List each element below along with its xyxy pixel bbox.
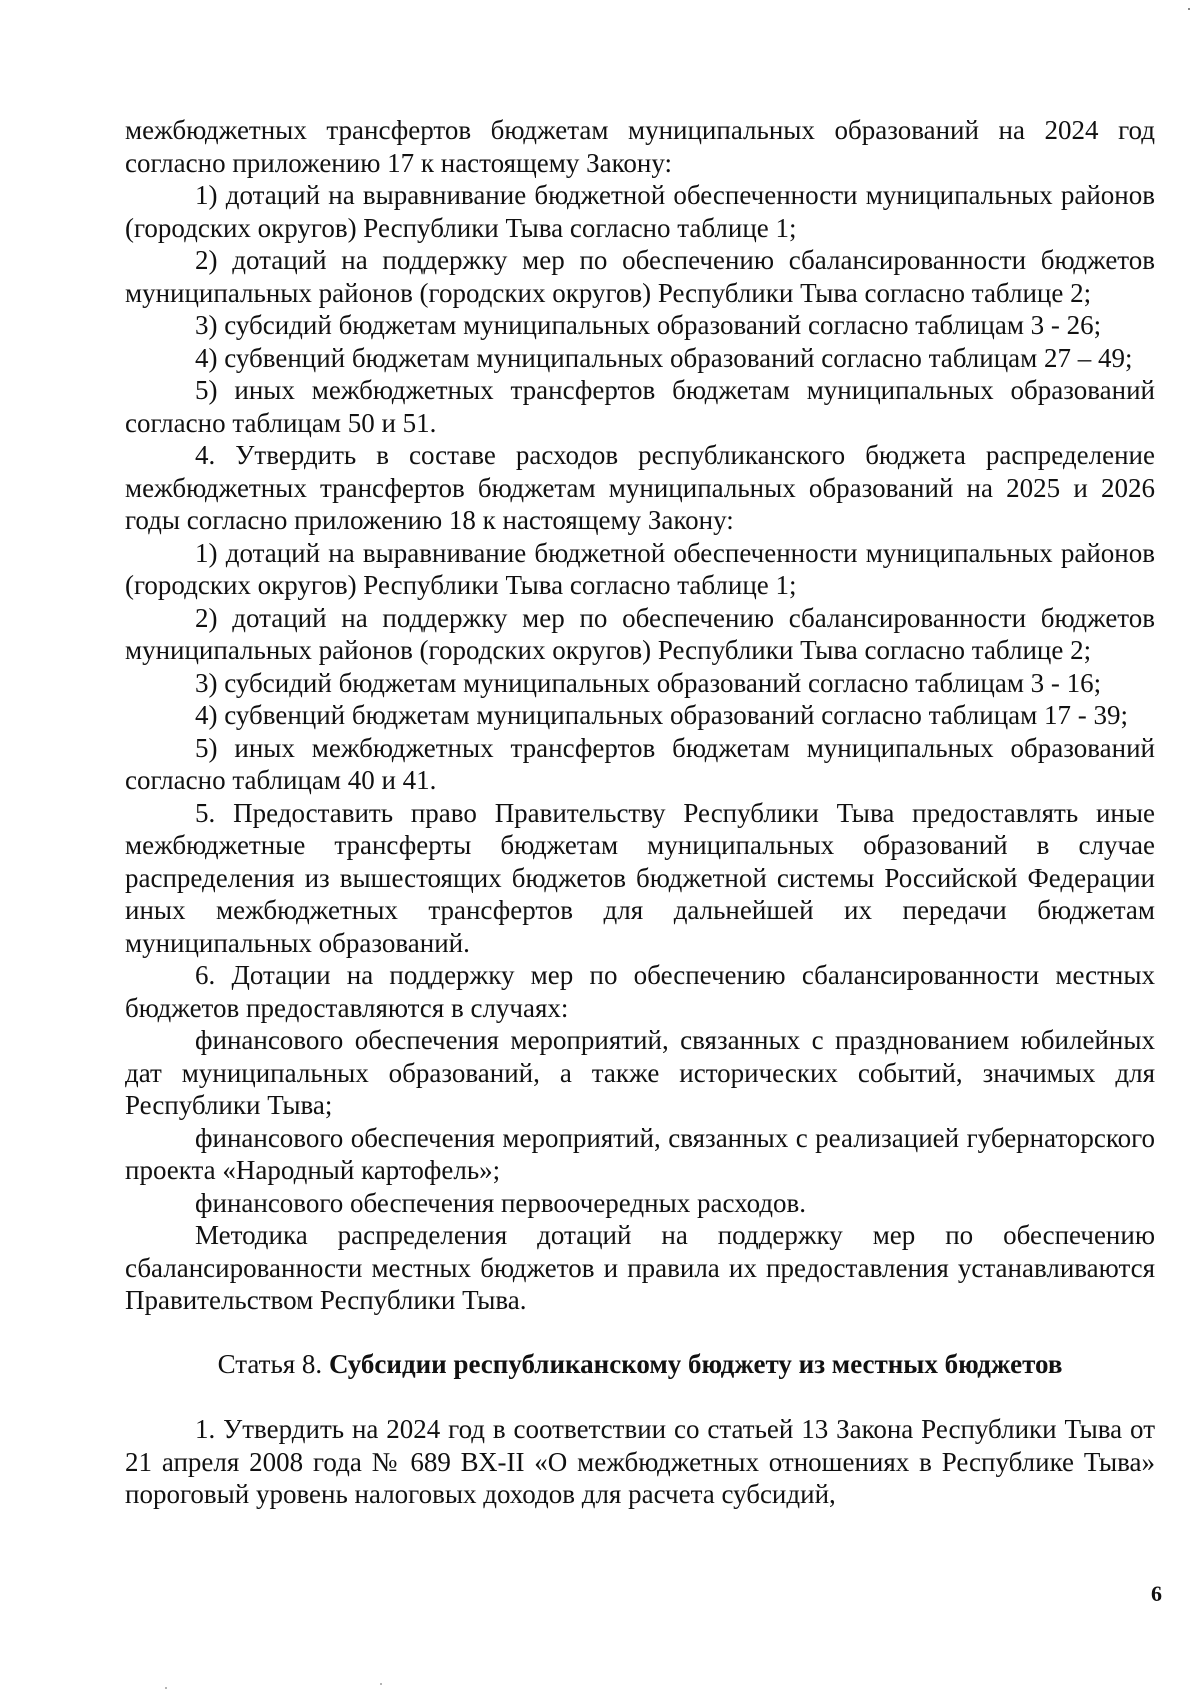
paragraph-continuation: межбюджетных трансфертов бюджетам муниципальных образований на 2024 год согласно приложению 17 к настоящему Закону: — [125, 115, 1155, 178]
paragraph-article-8-point-1: 1. Утвердить на 2024 год в соответствии со статьей 13 Закона Республики Тыва от 21 апреля 2008 года № 689 ВХ-II «О межбюджетных отношениях в Республике Тыва» пороговый уровень налоговых доходов для расчета субсидий, — [125, 1414, 1155, 1509]
list-item-2024-1: 1) дотаций на выравнивание бюджетной обеспеченности муниципальных районов (городских округов) Республики Тыва согласно таблице 1; — [125, 180, 1155, 243]
page-number: 6 — [1151, 1581, 1162, 1606]
document-body — [125, 114, 1155, 1511]
list-item-2024-4: 4) субвенций бюджетам муниципальных образований согласно таблицам 27 – 49; — [195, 342, 1133, 373]
scan-corner-mark — [1188, 8, 1190, 10]
scan-speck — [165, 1687, 167, 1689]
list-item-2024-3: 3) субсидий бюджетам муниципальных образований согласно таблицам 3 - 26; — [195, 310, 1102, 340]
case-item-potato-project: финансового обеспечения мероприятий, связанных с реализацией губернаторского проекта «Народный картофель»; — [125, 1122, 1155, 1185]
paragraph-point-5: 5. Предоставить право Правительству Республики Тыва предоставлять иные межбюджетные трансферты бюджетам муниципальных образований в случае распределения из вышестоящих бюджетов бюджетной системы Российской Федерации иных межбюджетных трансфертов для дальнейшей их передачи бюджетам муниципальных образований. — [125, 797, 1155, 958]
article-heading-prefix: Статья 8. — [217, 1348, 329, 1379]
list-item-2025-1: 1) дотаций на выравнивание бюджетной обеспеченности муниципальных районов (городских округов) Республики Тыва согласно таблице 1; — [125, 537, 1155, 600]
article-heading-title: Субсидии республиканскому бюджету из местных бюджетов — [328, 1348, 1063, 1379]
paragraph-point-6: 6. Дотации на поддержку мер по обеспечению сбалансированности местных бюджетов предоставляются в случаях: — [125, 960, 1155, 1023]
paragraph-point-4: 4. Утвердить в составе расходов республиканского бюджета распределение межбюджетных трансфертов бюджетам муниципальных образований на 2025 и 2026 годы согласно приложению 18 к настоящему Закону: — [125, 440, 1155, 535]
scan-speck — [380, 1683, 382, 1685]
article-heading — [125, 1348, 1155, 1381]
case-item-anniversaries: финансового обеспечения мероприятий, связанных с празднованием юбилейных дат муниципальных образований, а также исторических событий, значимых для Республики Тыва; — [125, 1025, 1155, 1120]
list-item-2025-5: 5) иных межбюджетных трансфертов бюджетам муниципальных образований согласно таблицам 40 и 41. — [125, 732, 1155, 795]
list-item-2025-4: 4) субвенций бюджетам муниципальных образований согласно таблицам 17 - 39; — [195, 700, 1128, 730]
list-item-2025-3: 3) субсидий бюджетам муниципальных образований согласно таблицам 3 - 16; — [195, 667, 1102, 698]
list-item-2024-2: 2) дотаций на поддержку мер по обеспечению сбалансированности бюджетов муниципальных районов (городских округов) Республики Тыва согласно таблице 2; — [125, 245, 1155, 308]
list-item-2025-2: 2) дотаций на поддержку мер по обеспечению сбалансированности бюджетов муниципальных районов (городских округов) Республики Тыва согласно таблице 2; — [125, 602, 1155, 665]
list-item-2024-5: 5) иных межбюджетных трансфертов бюджетам муниципальных образований согласно таблицам 50 и 51. — [125, 375, 1155, 438]
case-item-priority-expenses: финансового обеспечения первоочередных расходов. — [195, 1187, 807, 1218]
paragraph-methodology: Методика распределения дотаций на поддержку мер по обеспечению сбалансированности местных бюджетов и правила их предоставления устанавливаются Правительством Республики Тыва. — [125, 1220, 1155, 1315]
